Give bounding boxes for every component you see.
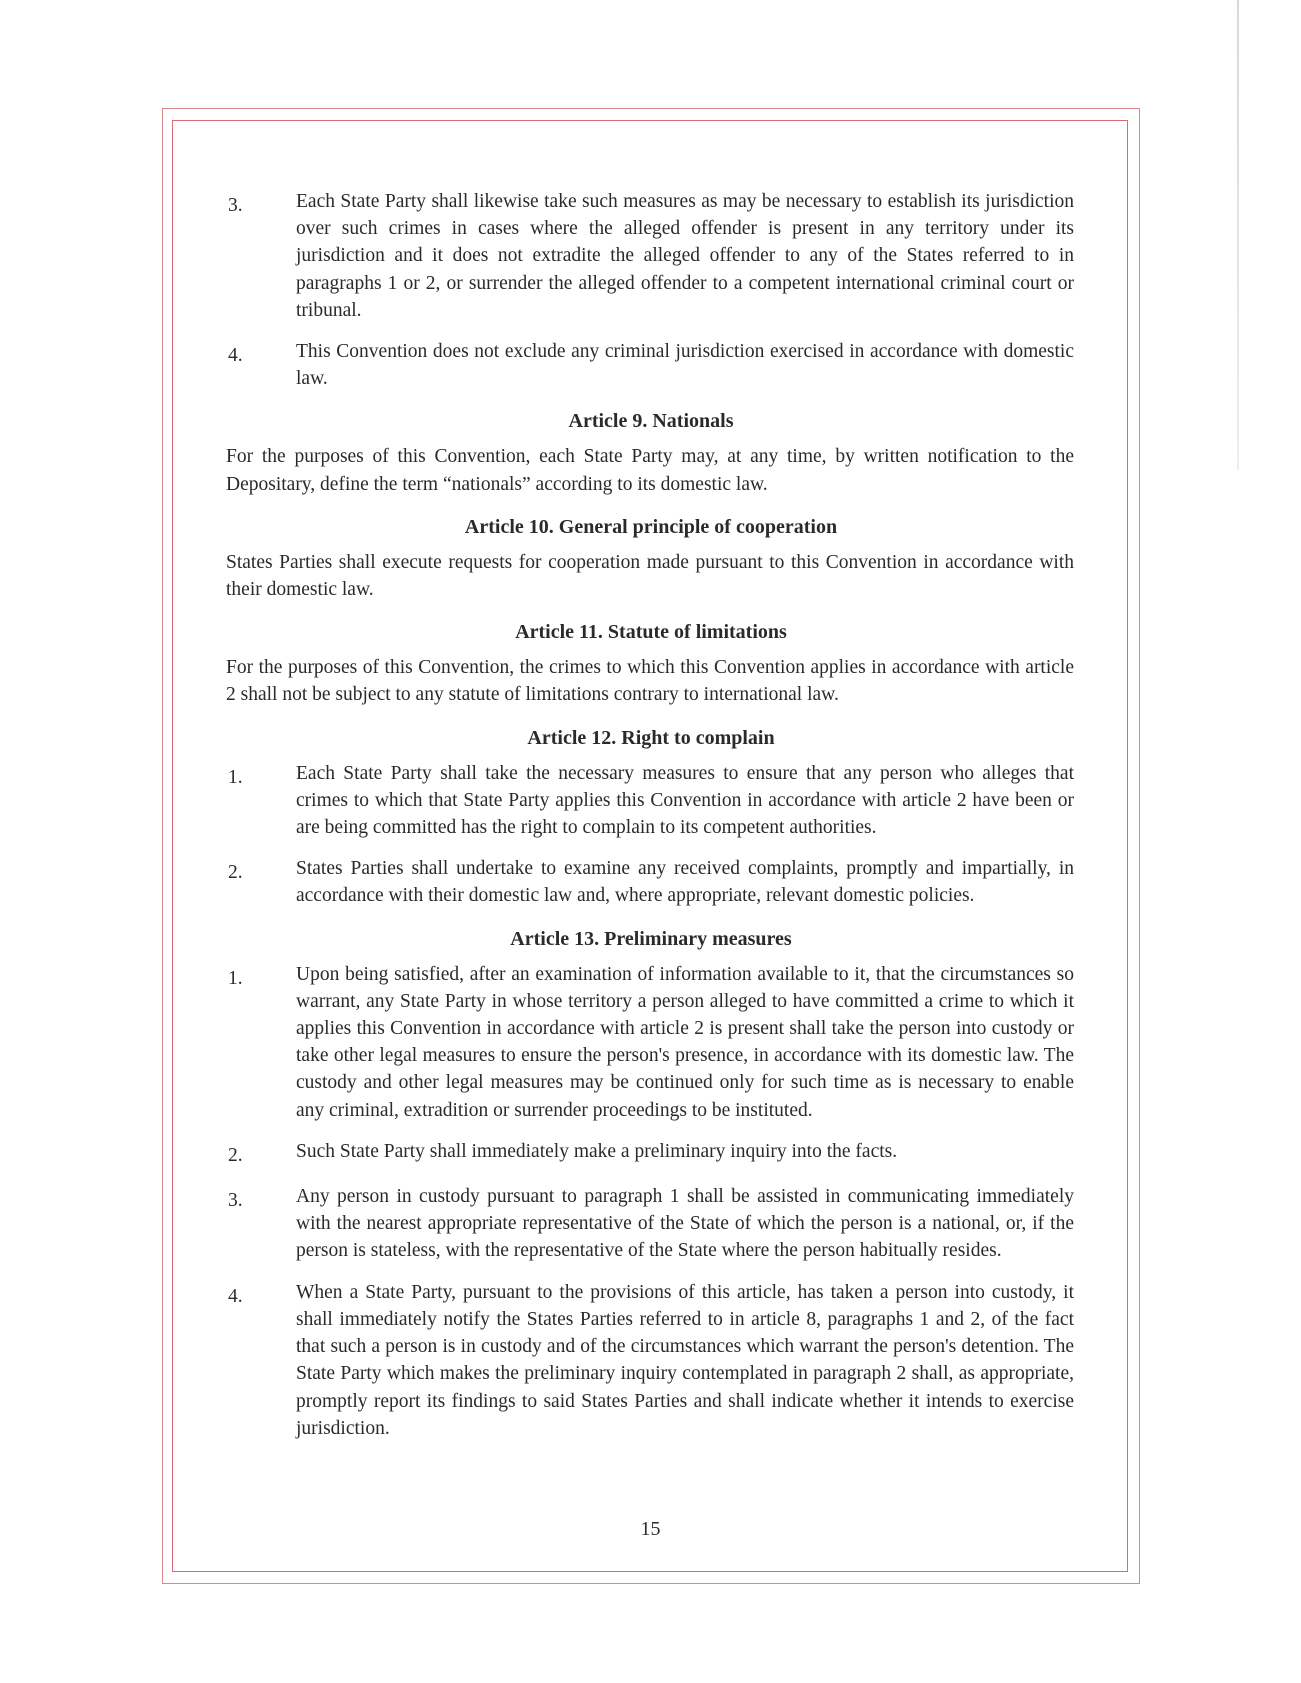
- article-13-paragraph-1: [228, 961, 1074, 1124]
- paragraph-number: 1.: [228, 766, 243, 788]
- article-10-heading: Article 10. General principle of cooperation: [464, 515, 838, 538]
- paragraph-number: 3.: [228, 195, 243, 216]
- paragraph-number: 2.: [228, 1144, 243, 1166]
- article-11-heading: Article 11. Statute of limitations: [515, 621, 787, 644]
- paragraph-text: Such State Party shall immediately make a preliminary inquiry into the facts.: [296, 1140, 898, 1162]
- paragraph-text: This Convention does not exclude any criminal jurisdiction exercised in accordance with domestic law.: [296, 341, 1074, 390]
- paragraph-number: 4.: [228, 1285, 243, 1307]
- article-12-heading: Article 12. Right to complain: [527, 726, 775, 749]
- article-13-paragraph-3: [228, 1183, 1074, 1265]
- paragraph-text: Any person in custody pursuant to paragraph 1 shall be assisted in communicating immediately with the nearest appropriate representative of the State of which the person is a national, or, if the person is stateless, with the representative of the State where the person habitually resides.: [296, 1186, 1074, 1262]
- article-8-paragraph-4: [228, 338, 1074, 392]
- paragraph-number: 2.: [228, 862, 243, 884]
- article-10-text: States Parties shall execute requests for cooperation made pursuant to this Convention in accordance with their domestic law.: [226, 551, 1074, 601]
- article-13-paragraph-2: [228, 1138, 1074, 1169]
- article-8-paragraph-3: [228, 188, 1074, 324]
- article-12-paragraph-1: [228, 760, 1074, 842]
- paragraph-text: States Parties shall undertake to examine any received complaints, promptly and impartially, in accordance with their domestic law and, where appropriate, relevant domestic policies.: [296, 858, 1074, 907]
- article-11-text: For the purposes of this Convention, the crimes to which this Convention applies in accordance with article 2 shall not be subject to any statute of limitations contrary to international law.: [226, 657, 1074, 706]
- page-number: 15: [640, 1518, 661, 1540]
- article-13-heading: Article 13. Preliminary measures: [510, 927, 792, 950]
- article-9-text: For the purposes of this Convention, each State Party may, at any time, by written notification to the Depositary, define the term “nationals” according to its domestic law.: [226, 446, 1074, 495]
- paragraph-number: 4.: [228, 345, 243, 367]
- scan-edge-line: [1237, 0, 1239, 470]
- document-body: [228, 188, 1074, 1442]
- paragraph-text: When a State Party, pursuant to the provisions of this article, has taken a person into custody, it shall immediately notify the States Parties referred to in article 8, paragraphs 1 and 2, of the fact that such a person is in custody and of the circumstances which warrant the person's detention. The State Party which makes the preliminary inquiry contemplated in paragraph 2 shall, as appropriate, promptly report its findings to said States Parties and shall indicate whether it intends to exercise jurisdiction.: [296, 1281, 1074, 1439]
- article-9-heading: Article 9. Nationals: [568, 410, 734, 433]
- paragraph-text: Each State Party shall take the necessary measures to ensure that any person who alleges that crimes to which that State Party applies this Convention in accordance with article 2 have been or are being committed has the right to complain to its competent authorities.: [296, 762, 1074, 839]
- article-12-paragraph-2: [228, 855, 1074, 909]
- paragraph-number: 1.: [228, 967, 243, 989]
- paragraph-text: Upon being satisfied, after an examination of information available to it, that the circumstances so warrant, any State Party in whose territory a person alleged to have committed a crime to which it applies this Convention in accordance with article 2 is present shall take the person into custody or take other legal measures to ensure the person's presence, in accordance with its domestic law. The custody and other legal measures may be continued only for such time as is necessary to enable any criminal, extradition or surrender proceedings to be instituted.: [296, 963, 1074, 1121]
- paragraph-text: Each State Party shall likewise take such measures as may be necessary to establish its jurisdiction over such crimes in cases where the alleged offender is present in any territory under its jurisdiction and it does not extradite the alleged offender to any of the States referred to in paragraphs 1 or 2, or surrender the alleged offender to a competent international criminal court or tribunal.: [296, 191, 1074, 321]
- paragraph-number: 3.: [228, 1190, 243, 1212]
- article-13-paragraph-4: [228, 1279, 1074, 1442]
